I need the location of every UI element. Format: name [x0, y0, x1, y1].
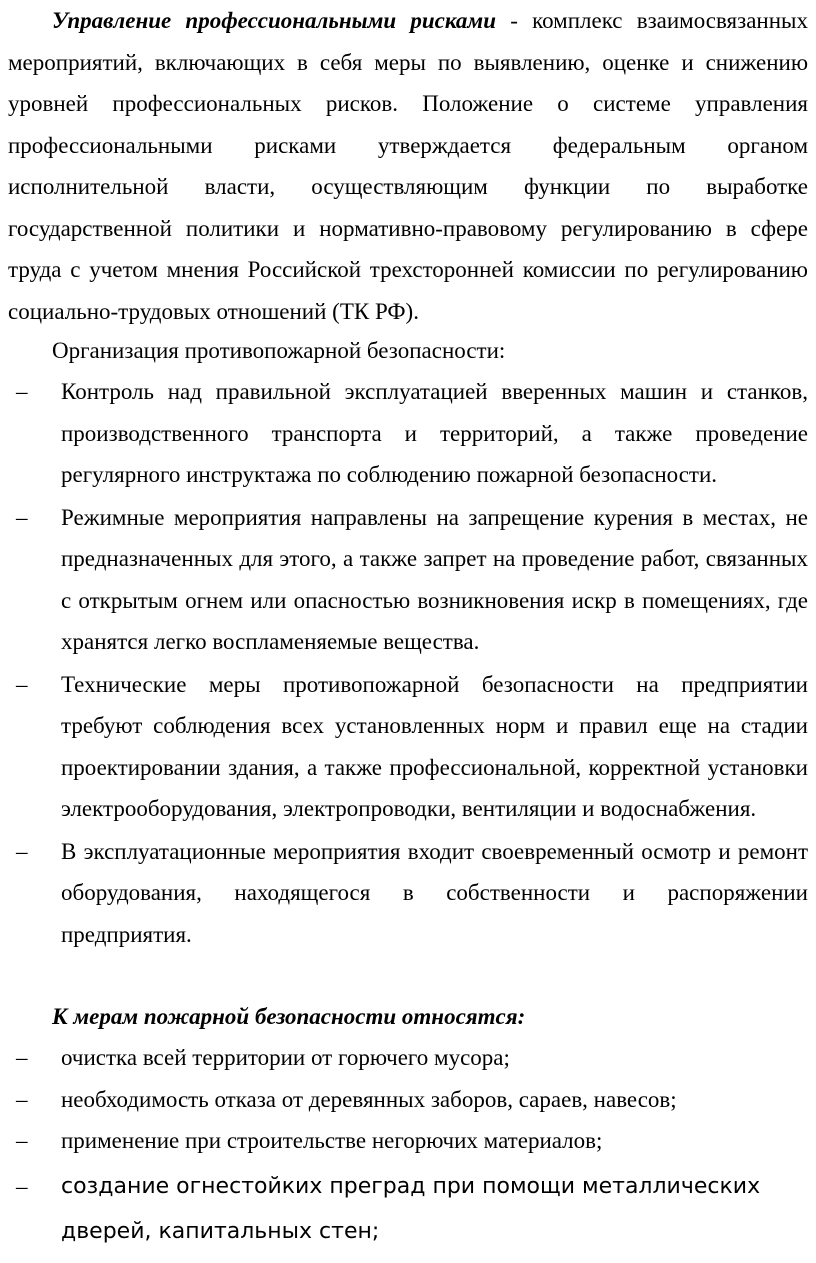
- list-item-text: Контроль над правильной эксплуатацией вверенных машин и станков, производственного транспорта и территорий, а также проведение регулярного инструктажа по соблюдению пожарной безопасности.: [61, 379, 808, 487]
- list-item-text: создание огнестойких преград при помощи металлических дверей, капитальных стен;: [61, 1173, 761, 1244]
- dash-bullet: –: [16, 838, 28, 864]
- list-item-text: применение при строительстве негорючих материалов;: [61, 1128, 603, 1153]
- intro-paragraph: [8, 0, 808, 332]
- measures-title: К мерам пожарной безопасности относятся:: [52, 1004, 526, 1029]
- list-item: [0, 497, 816, 663]
- dash-bullet: –: [16, 1086, 28, 1112]
- list-item: [0, 1079, 816, 1121]
- fire-org-title: Организация противопожарной безопасности:: [52, 338, 506, 363]
- intro-text: - комплекс взаимосвязанных мероприятий, включающих в себя меры по выявлению, оценке и снижению уровней профессиональных рисков. Положение о системе управления профессиональными рисками утверждается федеральным органом исполнительной власти, осуществляющим функции по выработке государственной политики и нормативно-правовому регулированию в сфере труда с учетом мнения Российской трехсторонней комиссии по регулированию социально-трудовых отношений (ТК РФ).: [8, 8, 809, 324]
- list-item: [0, 1037, 816, 1079]
- list-item: [0, 664, 816, 830]
- list-item-text: Режимные мероприятия направлены на запрещение курения в местах, не предназначенных для этого, а также запрет на проведение работ, связанных с открытым огнем или опасностью возникновения искр в помещениях, где хранятся легко воспламеняемые вещества.: [61, 504, 808, 654]
- list-item: [0, 1164, 816, 1254]
- list-item-text: В эксплуатационные мероприятия входит своевременный осмотр и ремонт оборудования, находящегося в собственности и распоряжении предприятия.: [61, 838, 808, 947]
- dash-bullet: –: [16, 671, 28, 697]
- fire-org-list: [0, 371, 816, 955]
- list-item: [0, 371, 816, 496]
- list-item: [0, 831, 816, 956]
- dash-bullet: –: [16, 1128, 28, 1153]
- measures-list: [0, 1037, 816, 1254]
- intro-term: Управление профессиональными рисками: [52, 8, 496, 33]
- dash-bullet: –: [16, 504, 28, 530]
- dash-bullet: –: [16, 1173, 28, 1199]
- list-item-text: необходимость отказа от деревянных заборов, сараев, навесов;: [61, 1086, 677, 1112]
- list-item: [0, 1120, 816, 1162]
- list-item-text: Технические меры противопожарной безопасности на предприятии требуют соблюдения всех установленных норм и правил еще на стадии проектировании здания, а также профессиональной, корректной установки электрооборудования, электропроводки, вентиляции и водоснабжения.: [61, 671, 808, 821]
- dash-bullet: –: [16, 379, 28, 404]
- list-item-text: очистка всей территории от горючего мусора;: [61, 1045, 510, 1070]
- dash-bullet: –: [16, 1045, 28, 1070]
